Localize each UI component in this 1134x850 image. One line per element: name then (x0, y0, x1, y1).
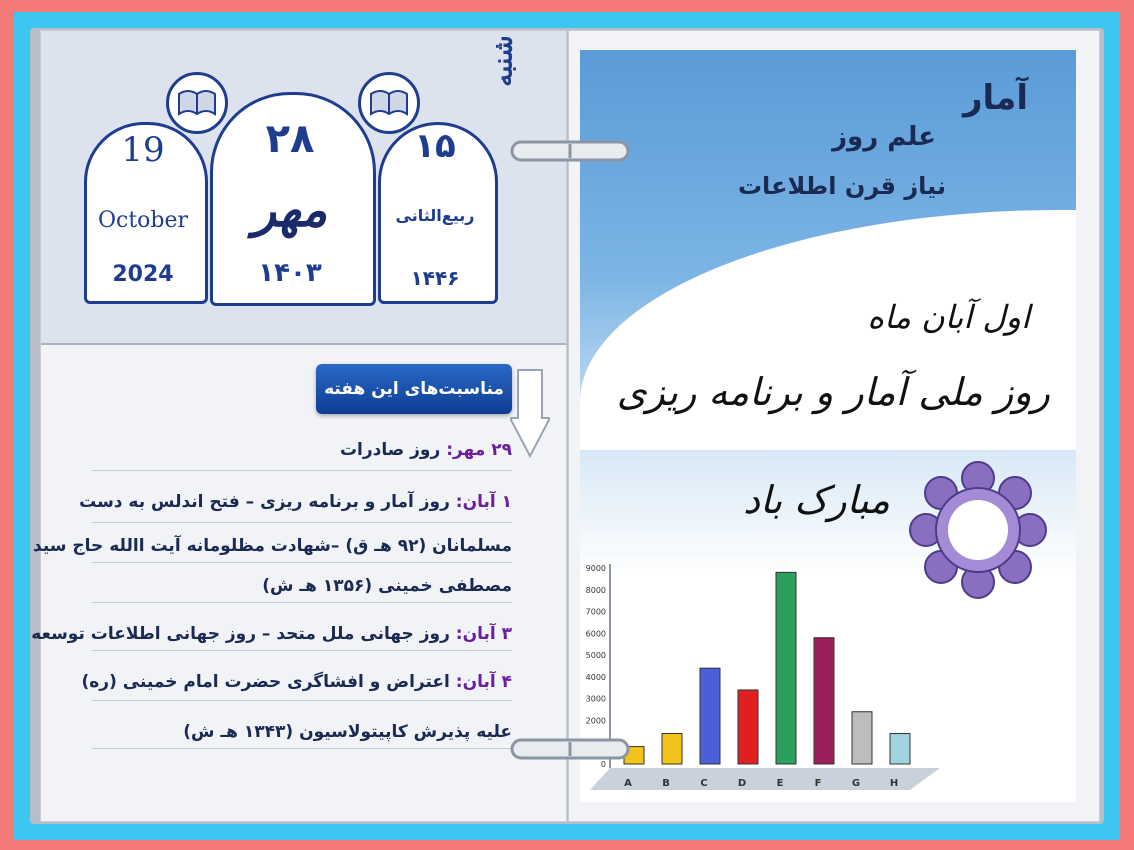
rule-line (92, 522, 512, 523)
bar (662, 734, 682, 764)
open-book-icon (166, 72, 228, 134)
lunar-year: ۱۴۴۶ (410, 266, 460, 290)
gregorian-month: October (97, 208, 189, 233)
category-label: G (851, 778, 861, 789)
chart-floor (590, 768, 940, 790)
y-tick-label: 5000 (585, 651, 606, 661)
event-line: ۱ آبان: روز آمار و برنامه ریزی – فتح اندلس به دست (79, 492, 512, 512)
poster-subtitle: علم روز (832, 122, 936, 152)
rule-line (92, 748, 512, 749)
greeting-line-1: اول آبان ماه (867, 298, 1030, 336)
solar-year: ۱۴۰۳ (258, 258, 322, 288)
y-tick-label: 8000 (585, 585, 606, 595)
rule-line (92, 562, 512, 563)
poster-title: آمار (962, 78, 1028, 118)
event-line: ۳ آبان: روز جهانی ملل متحد – روز جهانی اطلاعات توسعه (31, 624, 512, 644)
solar-month: مهر (252, 182, 328, 238)
arrow-down-icon (510, 368, 550, 458)
category-label: F (814, 778, 822, 789)
category-label: A (624, 778, 632, 789)
gregorian-year: 2024 (112, 262, 174, 287)
rule-line (92, 700, 512, 701)
category-label: C (700, 778, 708, 789)
poster-tagline: نیاز قرن اطلاعات (737, 172, 946, 200)
rule-line (92, 602, 512, 603)
bar (814, 638, 834, 764)
event-line: مسلمانان (۹۲ هـ ق) –شهادت مظلومانه آیت االله حاج سید (33, 536, 512, 556)
y-tick-label: 6000 (585, 629, 606, 639)
event-line: ۲۹ مهر: روز صادرات (339, 440, 512, 460)
event-line: ۴ آبان: اعتراض و افشاگری حضرت امام خمینی (ره) (81, 672, 512, 692)
bar (776, 572, 796, 764)
event-line: مصطفی خمینی (۱۳۵۶ هـ ش) (262, 576, 512, 596)
y-tick-label: 3000 (585, 694, 606, 704)
solar-day: ۲۸ (265, 116, 315, 162)
greeting-line-3: مبارک باد (743, 478, 890, 522)
category-label: H (889, 778, 899, 789)
y-tick-label: 4000 (585, 672, 606, 682)
y-tick-label: 7000 (585, 607, 606, 617)
rule-line (92, 470, 512, 471)
day-name: شنبه (488, 35, 519, 87)
lunar-month: ربیع‌الثانی (395, 206, 475, 225)
bar (890, 734, 910, 764)
y-tick-label: 0 (600, 760, 606, 769)
y-tick-label: 2000 (585, 716, 606, 726)
category-label: D (737, 778, 747, 789)
event-line: علیه پذیرش کاپیتولاسیون (۱۳۴۳ هـ ش) (183, 722, 512, 742)
ring-clip-icon (510, 138, 630, 164)
bar (738, 690, 758, 764)
occasions-banner: مناسبت‌های این هفته (316, 364, 512, 414)
ring-clip-icon (510, 736, 630, 762)
lunar-day: ۱۵ (414, 126, 456, 166)
rule-line (92, 650, 512, 651)
poster (580, 50, 1076, 802)
bar-chart (580, 554, 950, 800)
category-label: E (776, 778, 784, 789)
bar (700, 668, 720, 764)
category-label: B (662, 778, 670, 789)
open-book-icon (358, 72, 420, 134)
gregorian-day: 19 (121, 130, 165, 170)
bar (852, 712, 872, 764)
y-tick-label: 9000 (585, 564, 606, 573)
greeting-line-2: روز ملی آمار و برنامه ریزی (616, 370, 1050, 414)
